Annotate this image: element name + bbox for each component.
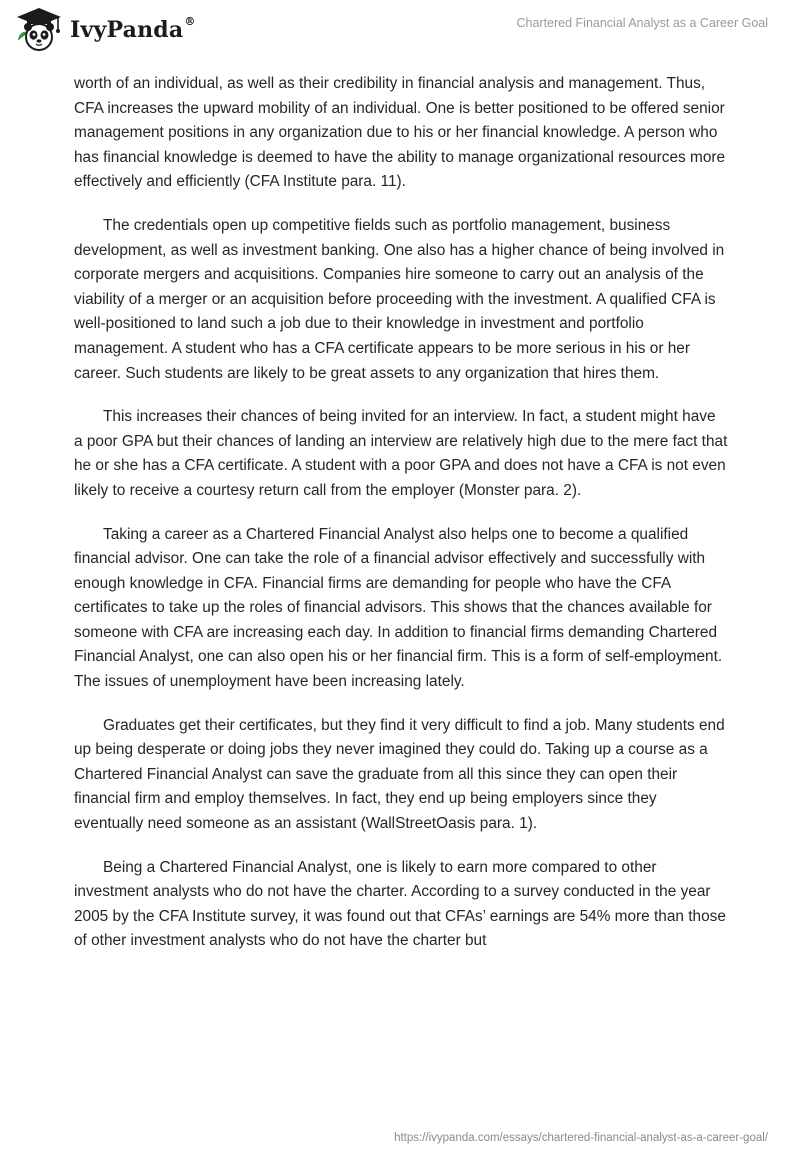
brand-text: IvyPanda xyxy=(70,17,184,43)
paragraph: worth of an individual, as well as their credibility in financial analysis and management. Thus, CFA increases the upward mobility of an individual. One is better positioned to be offered senior management positions in any organization due to his or her financial knowledge. A person who has financial knowledge is deemed to have the ability to manage organizational resources more effectively and efficiently (CFA Institute para. 11). xyxy=(74,75,726,191)
essay-body xyxy=(74,72,728,973)
trademark-symbol: ® xyxy=(184,14,196,28)
paragraph: Taking a career as a Chartered Financial Analyst also helps one to become a qualified financial advisor. One can take the role of a financial advisor effectively and successfully with enough knowledge in CFA. Financial firms are demanding for people who have the CFA certificates to take up the roles of financial advisors. This shows that the chances available for someone with CFA are increasing each day. In addition to financial firms demanding Chartered Financial Analyst, one can also open his or her financial firm. This is a form of self-employment. The issues of unemployment have been increasing lately. xyxy=(74,525,723,691)
source-url-link[interactable]: https://ivypanda.com/essays/chartered-financial-analyst-as-a-career-goal/ xyxy=(394,1132,768,1144)
paragraph: Being a Chartered Financial Analyst, one is likely to earn more compared to other investment analysts who do not have the charter. According to a survey conducted in the year 2005 by the CFA Institute survey, it was found out that CFAs’ earnings are 54% more than those of other investment analysts who do not have the charter but xyxy=(74,858,726,950)
panda-graduate-icon xyxy=(14,6,64,52)
brand-name xyxy=(70,14,196,43)
document-title: Chartered Financial Analyst as a Career Goal xyxy=(516,16,768,30)
page-header xyxy=(0,0,800,70)
paragraph: This increases their chances of being invited for an interview. In fact, a student might have a poor GPA but their chances of landing an interview are relatively high due to the mere fact that he or she has a CFA certificate. A student with a poor GPA and does not have a CFA is not even likely to receive a courtesy return call from the employer (Monster para. 2). xyxy=(74,408,728,499)
paragraph: The credentials open up competitive fields such as portfolio management, business development, as well as investment banking. One also has a higher chance of being involved in corporate mergers and acquisitions. Companies hire someone to carry out an analysis of the viability of a merger or an acquisition before proceeding with the investment. A qualified CFA is well-positioned to land such a job due to their knowledge in investment and portfolio management. A student who has a CFA certificate appears to be more serious in his or her career. Such students are likely to be great assets to any organization that hires them. xyxy=(74,216,725,382)
paragraph: Graduates get their certificates, but they find it very difficult to find a job. Many students end up being desperate or doing jobs they never imagined they could do. Taking up a course as a Chartered Financial Analyst can save the graduate from all this since they can open their financial firm and employ themselves. In fact, they end up being employers since they eventually need someone as an assistant (WallStreetOasis para. 1). xyxy=(74,716,725,833)
ivypanda-logo[interactable] xyxy=(14,6,196,52)
